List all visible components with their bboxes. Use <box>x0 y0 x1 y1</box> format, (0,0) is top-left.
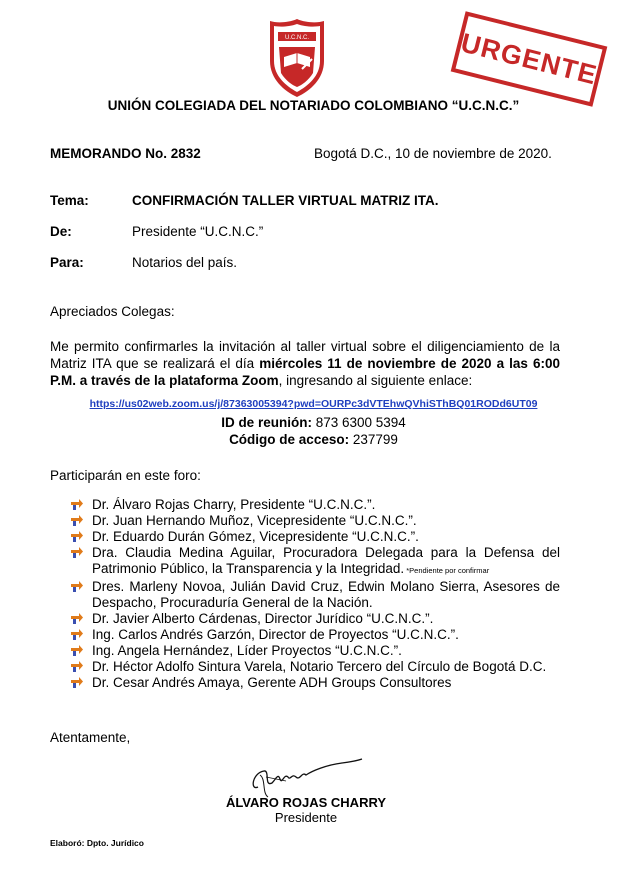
participant-text: Ing. Carlos Andrés Garzón, Director de Proyectos “U.C.N.C.”. <box>92 627 459 642</box>
participant-text: Dra. Claudia Medina Aguilar, Procuradora Delegada para la Defensa del Patrimonio Público, la Transparencia y la Integridad. <box>92 545 560 576</box>
arrow-bullet-icon <box>70 531 84 543</box>
memo-number: MEMORANDO No. 2832 <box>50 146 201 161</box>
participant-text: Dr. Álvaro Rojas Charry, Presidente “U.C.N.C.”. <box>92 497 376 512</box>
participants-list <box>70 497 560 691</box>
access-code: Código de acceso: 237799 <box>229 432 398 447</box>
para-value: Notarios del país. <box>132 255 238 270</box>
arrow-bullet-icon <box>70 629 84 641</box>
signer-name: ÁLVARO ROJAS CHARRY <box>225 795 387 810</box>
closing: Atentamente, <box>50 730 131 745</box>
organization-title: UNIÓN COLEGIADA DEL NOTARIADO COLOMBIANO “U.C.N.C.” <box>107 98 520 113</box>
participant-item <box>70 579 560 611</box>
prepared-by: Elaboró: Dpto. Jurídico <box>50 838 144 848</box>
de-value: Presidente “U.C.N.C.” <box>132 224 264 239</box>
arrow-bullet-icon <box>70 661 84 673</box>
participants-intro: Participarán en este foro: <box>50 468 201 483</box>
participant-text: Ing. Angela Hernández, Líder Proyectos “U.C.N.C.”. <box>92 643 402 658</box>
participant-item <box>70 611 560 627</box>
participant-text: Dr. Juan Hernando Muñoz, Vicepresidente “U.C.N.C.”. <box>92 513 417 528</box>
body-paragraph: Me permito confirmarles la invitación al taller virtual sobre el diligenciamiento de la Matriz ITA que se realizará el día miércoles 11 de noviembre de 2020 a las 6:00 P.M. a través de la plataforma Zoom, ingresando al siguiente enlace: <box>50 339 561 388</box>
participant-item <box>70 513 560 529</box>
de-label: De: <box>50 224 72 239</box>
meeting-id: ID de reunión: 873 6300 5394 <box>221 415 406 430</box>
participant-item <box>70 545 560 579</box>
arrow-bullet-icon <box>70 547 84 559</box>
tema-value: CONFIRMACIÓN TALLER VIRTUAL MATRIZ ITA. <box>132 193 439 208</box>
urgent-stamp: URGENTE <box>451 11 608 106</box>
participant-text: Dr. Cesar Andrés Amaya, Gerente ADH Groups Consultores <box>92 675 452 690</box>
zoom-meeting-link[interactable]: https://us02web.zoom.us/j/87363005394?pwd=OURPc3dVTEhwQVhiSThBQ01RODd6UT09 <box>89 398 538 410</box>
arrow-bullet-icon <box>70 499 84 511</box>
arrow-bullet-icon <box>70 645 84 657</box>
signer-role: Presidente <box>274 810 338 825</box>
participant-text: Dr. Javier Alberto Cárdenas, Director Jurídico “U.C.N.C.”. <box>92 611 434 626</box>
participant-item <box>70 659 560 675</box>
para-label: Para: <box>50 255 84 270</box>
participant-item <box>70 643 560 659</box>
participant-item <box>70 497 560 513</box>
arrow-bullet-icon <box>70 677 84 689</box>
participant-note: *Pendiente por confirmar <box>404 566 490 575</box>
memo-date: Bogotá D.C., 10 de noviembre de 2020. <box>314 146 552 161</box>
participant-text: Dres. Marleny Novoa, Julián David Cruz, Edwin Molano Sierra, Asesores de Despacho, Procuraduría General de la Nación. <box>92 579 560 610</box>
participant-text: Dr. Eduardo Durán Gómez, Vicepresidente “U.C.N.C.”. <box>92 529 419 544</box>
participant-item <box>70 675 560 691</box>
greeting: Apreciados Colegas: <box>50 304 175 319</box>
participant-item <box>70 529 560 545</box>
tema-label: Tema: <box>50 193 89 208</box>
ucnc-logo <box>266 17 328 99</box>
arrow-bullet-icon <box>70 613 84 625</box>
participant-text: Dr. Héctor Adolfo Sintura Varela, Notario Tercero del Círculo de Bogotá D.C. <box>92 659 547 674</box>
participant-item <box>70 627 560 643</box>
arrow-bullet-icon <box>70 581 84 593</box>
svg-text:U.C.N.C.: U.C.N.C. <box>285 35 309 41</box>
arrow-bullet-icon <box>70 515 84 527</box>
